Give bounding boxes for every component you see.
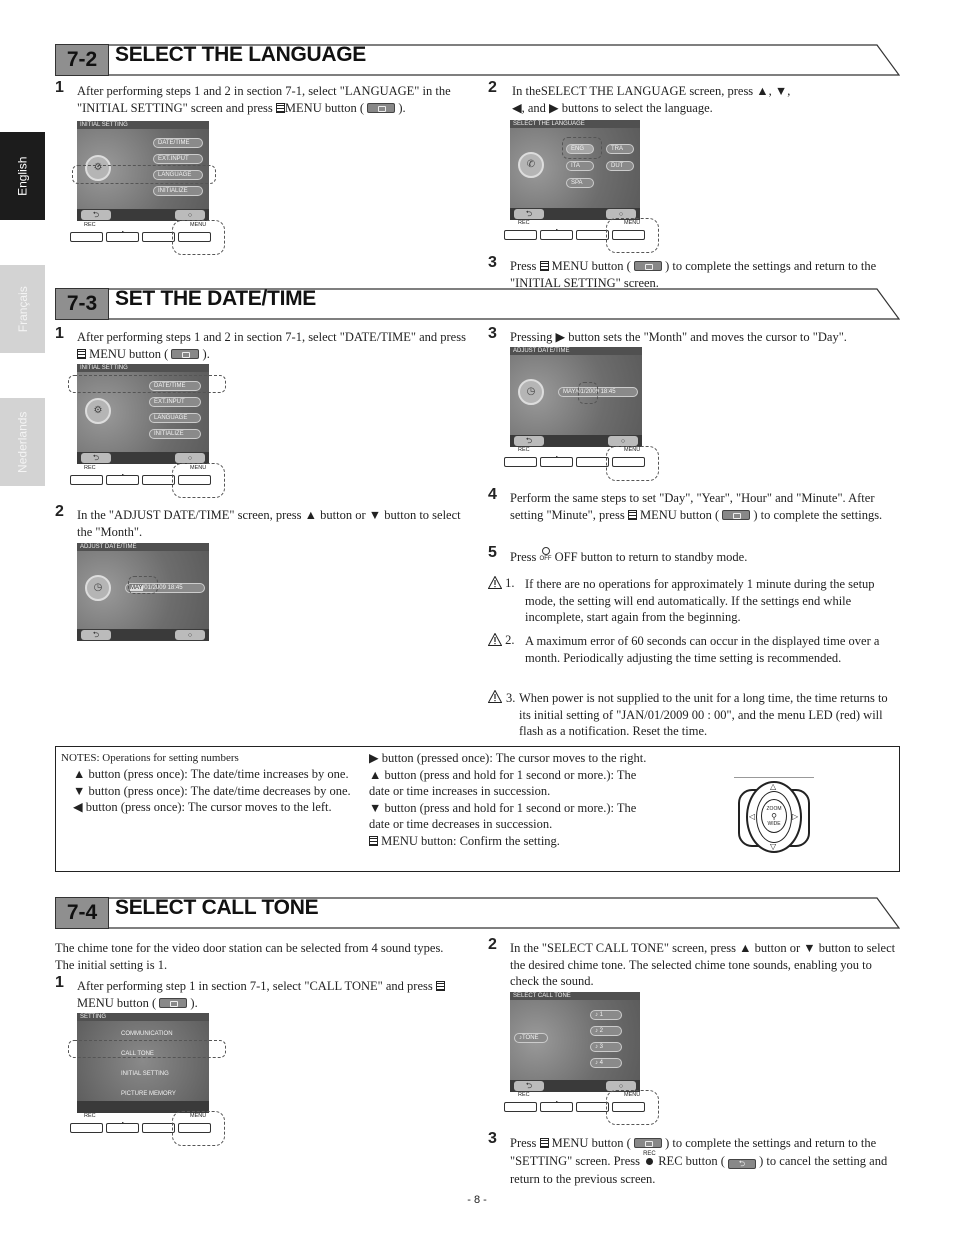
step-number: 5 bbox=[488, 544, 497, 561]
globe-icon: ✆ bbox=[518, 152, 544, 178]
caution-3: 3. When power is not supplied to the unit for a long time, the time returns to its initial setting of "JAN/01/2009 00 : 00", and the menu LED (red) will flash as a notification. Reset the time. bbox=[488, 689, 902, 706]
section-title: SELECT CALL TONE bbox=[115, 896, 319, 919]
rec-icon: REC bbox=[643, 1155, 655, 1167]
date-time-value[interactable]: MAY/01/2009 18:45 bbox=[558, 387, 638, 397]
menu-item-call-tone[interactable]: CALL TONE bbox=[121, 1051, 154, 1057]
menu-item-communication[interactable]: COMMUNICATION bbox=[121, 1031, 173, 1037]
screen-title: ADJUST DATE/TIME bbox=[510, 347, 642, 355]
tone-3[interactable]: ♪ 3 bbox=[590, 1042, 622, 1052]
ok-icon[interactable]: ○ bbox=[606, 1081, 636, 1091]
tab-label: English bbox=[15, 156, 30, 196]
step-number: 1 bbox=[55, 974, 64, 991]
key-button[interactable] bbox=[142, 475, 175, 485]
step-text: After performing steps 1 and 2 in section 7-1, select "DATE/TIME" and press MENU button ( ). bbox=[77, 330, 466, 361]
up-arrow-icon[interactable]: △ bbox=[770, 782, 777, 791]
highlight-box bbox=[128, 576, 158, 594]
ok-icon[interactable]: ○ bbox=[175, 210, 205, 220]
tone-1[interactable]: ♪ 1 bbox=[590, 1010, 622, 1020]
camera-button-icon bbox=[159, 998, 187, 1008]
play-button[interactable] bbox=[540, 1102, 573, 1112]
play-button[interactable] bbox=[540, 230, 573, 240]
menu-highlight bbox=[172, 463, 225, 498]
menu-item-date-time[interactable]: DATE/TIME bbox=[153, 138, 203, 148]
clock-icon: ◷ bbox=[518, 379, 544, 405]
menu-label: MENU bbox=[624, 1092, 641, 1098]
back-button-icon: ⮌ bbox=[728, 1159, 756, 1169]
page-number: - 8 - bbox=[467, 1194, 487, 1206]
section-title: SELECT THE LANGUAGE bbox=[115, 43, 366, 66]
dial-illustration bbox=[734, 777, 814, 857]
step-number: 1 bbox=[55, 79, 64, 96]
highlight-box bbox=[68, 1040, 226, 1058]
key-button[interactable] bbox=[576, 1102, 609, 1112]
step-text: Press MENU button ( ) to complete the settings and return to the "INITIAL SETTING" screen. bbox=[510, 259, 877, 290]
notes-col2: ▶ button (pressed once): The cursor moves to the right. ▲ button (press and hold for 1 second or more.): The date or time increases in succession. ▼ button (press and hold for 1 second or more.): The date or time decreases in succession. MENU button: Confirm the setting. bbox=[369, 751, 647, 848]
menu-item-initialize[interactable]: INITIALIZE bbox=[149, 429, 201, 439]
highlight-box bbox=[72, 165, 216, 184]
section-header-7-4 bbox=[55, 897, 900, 929]
step-text: Press MENU button ( ) to complete the settings and return to the "SETTING" screen. Press REC REC button ( ⮌ ) to cancel the setting and return to the previous screen. bbox=[510, 1136, 888, 1186]
key-button[interactable] bbox=[142, 232, 175, 242]
menu-highlight bbox=[606, 1090, 659, 1125]
menu-item-ext-input[interactable]: EXT.INPUT bbox=[153, 154, 203, 164]
menu-highlight bbox=[172, 220, 225, 255]
select-language-screen bbox=[510, 120, 640, 220]
notes-col1: ▲ button (press once): The date/time increases by one. ▼ button (press once): The date/time decreases by one. ◀ button (press once): The cursor moves to the left. bbox=[73, 767, 351, 814]
tab-nederlands[interactable] bbox=[0, 398, 45, 486]
notes-box bbox=[55, 746, 900, 872]
highlight-box bbox=[68, 375, 226, 393]
rec-label: REC bbox=[518, 220, 530, 226]
select-call-tone-screen bbox=[510, 992, 640, 1092]
screen-title: SETTING bbox=[77, 1013, 209, 1021]
off-icon: OFF bbox=[540, 551, 552, 563]
rec-label: REC bbox=[84, 222, 96, 228]
key-button[interactable] bbox=[142, 1123, 175, 1133]
right-arrow-icon[interactable]: ▷ bbox=[792, 812, 799, 821]
tab-label: Français bbox=[15, 285, 30, 333]
camera-button-icon bbox=[367, 103, 395, 113]
rec-button[interactable] bbox=[70, 475, 103, 485]
left-arrow-icon[interactable]: ◁ bbox=[749, 812, 756, 821]
menu-label: MENU bbox=[624, 447, 641, 453]
menu-item-picture-memory[interactable]: PICTURE MEMORY bbox=[121, 1091, 176, 1097]
caution-2: 2. A maximum error of 60 seconds can occur in the displayed time over a month. Periodically adjusting the time setting is recommended. bbox=[488, 632, 902, 649]
step-number: 2 bbox=[55, 503, 64, 520]
menu-item-language[interactable]: LANGUAGE bbox=[153, 170, 203, 180]
key-button[interactable] bbox=[576, 457, 609, 467]
menu-icon bbox=[540, 261, 549, 271]
tab-english[interactable] bbox=[0, 132, 45, 220]
ok-icon[interactable]: ○ bbox=[608, 436, 638, 446]
zoom-label: ZOOM bbox=[766, 806, 782, 812]
back-icon[interactable]: ⮌ bbox=[81, 630, 111, 640]
rec-button[interactable] bbox=[504, 457, 537, 467]
down-arrow-icon[interactable]: ▽ bbox=[770, 842, 777, 851]
menu-label: MENU bbox=[190, 222, 207, 228]
step-text: After performing steps 1 and 2 in section 7-1, select "LANGUAGE" in the "INITIAL SETTING" screen and press MENU button ( ). bbox=[77, 84, 451, 115]
screen-title: ADJUST DATE/TIME bbox=[77, 543, 209, 551]
step-number: 3 bbox=[488, 254, 497, 271]
back-icon[interactable]: ⮌ bbox=[81, 210, 111, 220]
key-button[interactable] bbox=[576, 230, 609, 240]
rec-button[interactable] bbox=[504, 230, 537, 240]
menu-icon bbox=[77, 349, 86, 359]
section-header-7-2 bbox=[55, 44, 900, 76]
language-dut[interactable]: DUT bbox=[606, 161, 634, 171]
warning-icon bbox=[488, 690, 502, 703]
menu-highlight bbox=[172, 1111, 225, 1146]
menu-label: MENU bbox=[624, 220, 641, 226]
section-number: 7-3 bbox=[55, 288, 109, 320]
screen-title: SELECT THE LANGUAGE bbox=[510, 120, 640, 128]
back-icon[interactable]: ⮌ bbox=[514, 1081, 544, 1091]
camera-button-icon bbox=[634, 261, 662, 271]
menu-highlight bbox=[606, 446, 659, 481]
step-text: Press OFF OFF button to return to standby mode. bbox=[510, 549, 902, 566]
step-text: In the "ADJUST DATE/TIME" screen, press ▲ button or ▼ button to select the "Month". bbox=[77, 508, 461, 539]
menu-icon bbox=[628, 510, 637, 520]
rec-label: REC bbox=[84, 1113, 96, 1119]
language-eng[interactable]: ENG bbox=[566, 144, 594, 154]
ok-icon[interactable]: ○ bbox=[175, 453, 205, 463]
menu-label: MENU bbox=[190, 465, 207, 471]
tone-label: ♪TONE bbox=[514, 1033, 548, 1043]
setting-screen bbox=[77, 1013, 209, 1113]
notes-heading: NOTES: Operations for setting numbers bbox=[61, 752, 239, 764]
tools-icon: ⚙ bbox=[85, 155, 111, 181]
menu-icon bbox=[540, 1138, 549, 1148]
menu-icon bbox=[436, 981, 445, 991]
screen-title: SELECT CALL TONE bbox=[510, 992, 640, 1000]
menu-item-initialize[interactable]: INITIALIZE bbox=[153, 186, 203, 196]
ok-icon[interactable]: ○ bbox=[175, 630, 205, 640]
section-title: SET THE DATE/TIME bbox=[115, 287, 317, 310]
rec-button[interactable] bbox=[70, 232, 103, 242]
tab-francais[interactable] bbox=[0, 265, 45, 353]
step-number: 4 bbox=[488, 486, 497, 503]
rec-button[interactable] bbox=[504, 1102, 537, 1112]
step-number: 2 bbox=[488, 79, 497, 96]
back-icon[interactable]: ⮌ bbox=[81, 453, 111, 463]
highlight-box bbox=[562, 137, 602, 159]
highlight-box bbox=[578, 382, 598, 404]
section-number: 7-4 bbox=[55, 897, 109, 929]
screen-title: INITIAL SETTING bbox=[77, 364, 209, 372]
step-number: 3 bbox=[488, 1130, 497, 1147]
play-button[interactable] bbox=[540, 457, 573, 467]
menu-highlight bbox=[606, 218, 659, 253]
back-icon[interactable]: ⮌ bbox=[514, 209, 544, 219]
step-number: 1 bbox=[55, 325, 64, 342]
play-button[interactable] bbox=[106, 1123, 139, 1133]
date-rest: /01/2009 18:45 bbox=[142, 585, 183, 591]
clock-icon: ◷ bbox=[85, 575, 111, 601]
camera-button-icon bbox=[634, 1138, 662, 1148]
rec-label: REC bbox=[84, 465, 96, 471]
language-tra[interactable]: TRA bbox=[606, 144, 634, 154]
language-ita[interactable]: ITA bbox=[566, 161, 594, 171]
warning-icon bbox=[488, 633, 502, 646]
month-field[interactable]: MAY bbox=[130, 585, 143, 591]
step-text: In the "SELECT CALL TONE" screen, press ▲ button or ▼ button to select the desired chime tone. The selected chime tone sounds, enabling you to check the sound. bbox=[510, 941, 896, 988]
rec-label: REC bbox=[518, 1092, 530, 1098]
screen-title: INITIAL SETTING bbox=[77, 121, 209, 129]
camera-button-icon bbox=[722, 510, 750, 520]
warning-icon bbox=[488, 576, 502, 589]
tools-icon: ⚙ bbox=[85, 398, 111, 424]
wide-label: WIDE bbox=[767, 821, 781, 827]
menu-item-language[interactable]: LANGUAGE bbox=[149, 413, 201, 423]
tone-4[interactable]: ♪ 4 bbox=[590, 1058, 622, 1068]
zoom-icon: ⚲ bbox=[771, 812, 777, 821]
step-text: Pressing ▶ button sets the "Month" and moves the cursor to "Day". bbox=[510, 330, 847, 344]
menu-icon bbox=[369, 836, 378, 846]
menu-label: MENU bbox=[190, 1113, 207, 1119]
rec-label: REC bbox=[518, 447, 530, 453]
back-icon[interactable]: ⮌ bbox=[514, 436, 544, 446]
caution-1: 1. If there are no operations for approximately 1 minute during the setup mode, the setting will end automatically. If the settings end while incomplete, start again from the beginning. bbox=[488, 575, 902, 592]
camera-button-icon bbox=[171, 349, 199, 359]
menu-item-date-time[interactable]: DATE/TIME bbox=[149, 381, 201, 391]
section-header-7-3 bbox=[55, 288, 900, 320]
ok-icon[interactable]: ○ bbox=[606, 209, 636, 219]
step-text: Perform the same steps to set "Day", "Year", "Hour" and "Minute". After setting "Minute", press MENU button ( ) to complete the settings. bbox=[510, 491, 883, 522]
language-spa[interactable]: SPA bbox=[566, 178, 594, 188]
play-button[interactable] bbox=[106, 475, 139, 485]
menu-icon bbox=[276, 103, 285, 113]
tab-label: Nederlands bbox=[15, 411, 30, 473]
step-text: In theSELECT THE LANGUAGE screen, press ▲, ▼, ◀, and ▶ buttons to select the language. bbox=[512, 84, 791, 115]
adjust-date-time-screen-day bbox=[510, 347, 642, 447]
rec-button[interactable] bbox=[70, 1123, 103, 1133]
step-text: After performing step 1 in section 7-1, select "CALL TONE" and press MENU button ( ). bbox=[77, 978, 472, 1011]
tone-2[interactable]: ♪ 2 bbox=[590, 1026, 622, 1036]
play-button[interactable] bbox=[106, 232, 139, 242]
step-number: 3 bbox=[488, 325, 497, 342]
step-number: 2 bbox=[488, 936, 497, 953]
section-number: 7-2 bbox=[55, 44, 109, 76]
menu-item-ext-input[interactable]: EXT.INPUT bbox=[149, 397, 201, 407]
menu-item-initial-setting[interactable]: INITIAL SETTING bbox=[121, 1071, 169, 1077]
intro-text: The chime tone for the video door station can be selected from 4 sound types. The initial setting is 1. bbox=[55, 941, 444, 972]
